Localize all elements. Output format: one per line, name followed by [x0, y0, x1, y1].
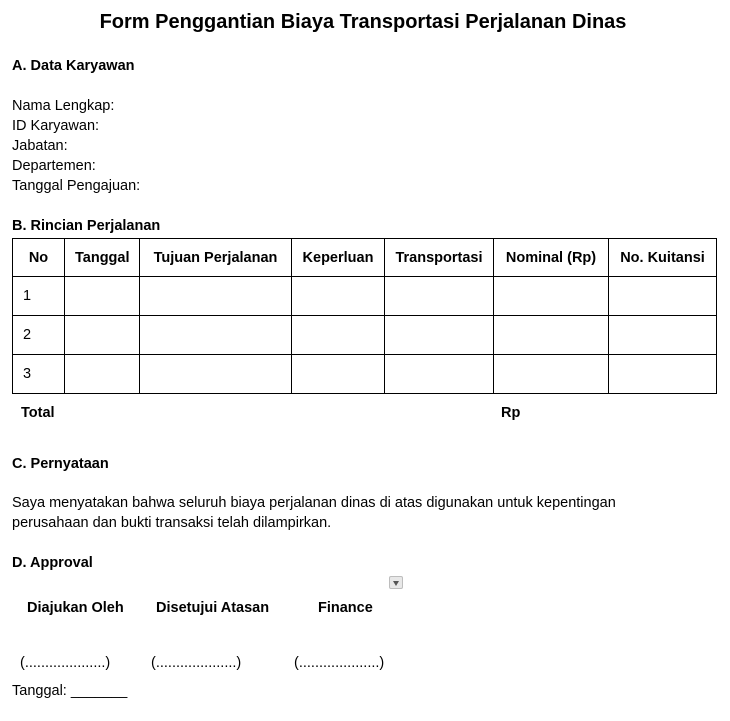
statement-line: Saya menyatakan bahwa seluruh biaya perjalanan dinas di atas digunakan untuk kepentingan — [12, 495, 616, 511]
table-cell[interactable] — [65, 355, 140, 394]
approver-disetujui-atasan: Disetujui Atasan — [156, 600, 270, 616]
section-b-heading: B. Rincian Perjalanan — [12, 218, 161, 234]
column-header-kuitansi: No. Kuitansi — [609, 239, 717, 277]
column-header-keperluan: Keperluan — [292, 239, 385, 277]
table-cell[interactable] — [385, 316, 494, 355]
table-row — [13, 277, 717, 316]
table-cell: 2 — [13, 316, 65, 355]
table-row — [13, 355, 717, 394]
approver-diajukan-oleh: Diajukan Oleh — [27, 600, 124, 616]
table-cell[interactable] — [385, 277, 494, 316]
table-cell[interactable] — [609, 355, 717, 394]
signature-line-diajukan: (....................) — [20, 655, 111, 671]
approver-finance: Finance — [318, 600, 373, 616]
table-cell[interactable] — [494, 277, 609, 316]
table-cell[interactable] — [140, 316, 292, 355]
field-id-karyawan: ID Karyawan: — [12, 118, 100, 134]
field-jabatan: Jabatan: — [12, 138, 68, 154]
signature-line-atasan: (....................) — [151, 655, 242, 671]
column-header-tujuan: Tujuan Perjalanan — [140, 239, 292, 277]
date-field: Tanggal: _______ — [12, 683, 128, 699]
column-header-nominal: Nominal (Rp) — [494, 239, 609, 277]
field-departemen: Departemen: — [12, 158, 96, 174]
column-header-transportasi: Transportasi — [385, 239, 494, 277]
table-cell: 1 — [13, 277, 65, 316]
column-header-tanggal: Tanggal — [65, 239, 140, 277]
column-header-no: No — [13, 239, 65, 277]
section-a-heading: A. Data Karyawan — [12, 58, 135, 74]
table-row — [13, 316, 717, 355]
table-header-row — [13, 239, 717, 277]
total-label: Total — [21, 405, 55, 421]
field-nama-lengkap: Nama Lengkap: — [12, 98, 115, 114]
section-d-heading: D. Approval — [12, 555, 93, 571]
table-cell[interactable] — [609, 277, 717, 316]
page-title: Form Penggantian Biaya Transportasi Perjalanan Dinas — [99, 11, 627, 33]
statement-line: perusahaan dan bukti transaksi telah dilampirkan. — [12, 515, 332, 531]
table-cell[interactable] — [140, 355, 292, 394]
table-cell[interactable] — [494, 316, 609, 355]
chevron-down-icon[interactable] — [389, 576, 403, 589]
table-cell[interactable] — [494, 355, 609, 394]
table-cell: 3 — [13, 355, 65, 394]
table-cell[interactable] — [292, 355, 385, 394]
table-cell[interactable] — [292, 277, 385, 316]
table-cell[interactable] — [292, 316, 385, 355]
table-cell[interactable] — [609, 316, 717, 355]
statement-text — [12, 493, 702, 533]
table-cell[interactable] — [65, 316, 140, 355]
total-currency: Rp — [501, 405, 521, 421]
section-c-heading: C. Pernyataan — [12, 456, 109, 472]
signature-line-finance: (....................) — [294, 655, 385, 671]
trip-details-table — [12, 238, 717, 394]
table-cell[interactable] — [65, 277, 140, 316]
field-tanggal-pengajuan: Tanggal Pengajuan: — [12, 178, 141, 194]
table-cell[interactable] — [140, 277, 292, 316]
table-cell[interactable] — [385, 355, 494, 394]
